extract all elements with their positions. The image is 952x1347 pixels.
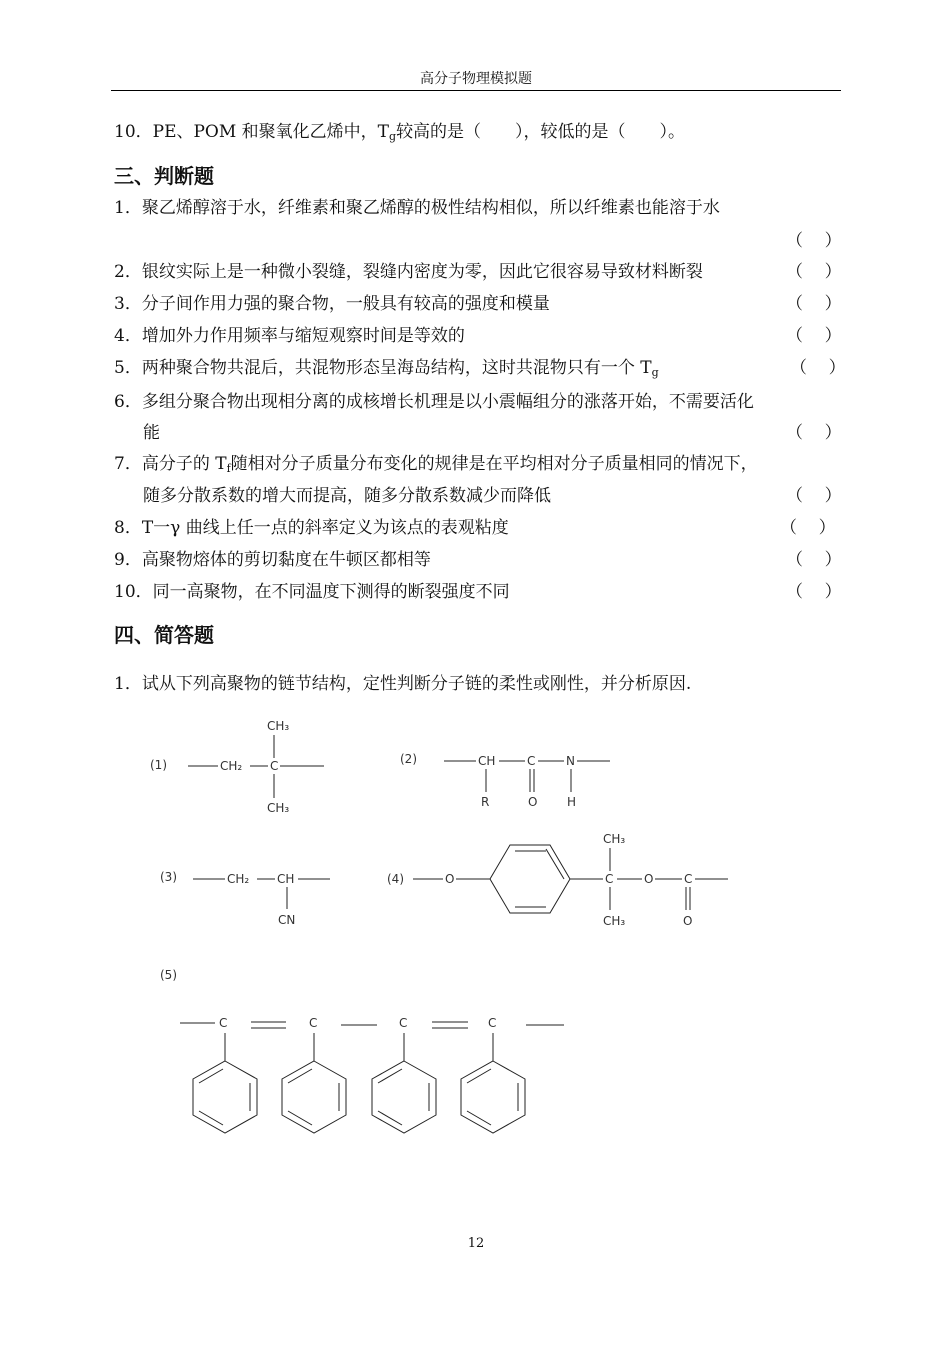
structure-2-ch: CH [478,754,496,768]
structure-3-cn: CN [278,913,296,927]
tf-item-10: 10．同一高聚物，在不同温度下测得的断裂强度不同 [114,582,510,602]
structure-4-c2: C [684,872,693,886]
structure-2-n: N [566,754,575,768]
tf-paren-10[interactable]: （ ） [786,582,842,602]
page-number: 12 [467,1236,485,1251]
structure-4-o2: O [644,872,654,886]
structure-1-label: (1) [150,758,167,772]
structure-4-ch3-top: CH₃ [603,832,626,846]
structure-5-c1: C [219,1016,228,1030]
structure-5-c4: C [488,1016,497,1030]
tf-item-7-text-after: 随相对分子质量分布变化的规律是在平均相对分子质量相同的情况下， [230,454,758,474]
structure-5-ring-1 [193,1033,257,1133]
fill-q10-sub: g [389,130,397,143]
structure-5-ring-2 [282,1033,346,1133]
structure-1-ch2: CH₂ [220,759,243,773]
structure-4-c: C [605,872,614,886]
section4-title: 四、简答题 [114,623,214,647]
tf-paren-8[interactable]: （ ） [780,518,836,538]
structure-1-c: C [270,759,279,773]
structure-5 [160,968,564,1133]
tf-paren-5[interactable]: （ ） [790,358,846,378]
structure-2-label: (2) [400,752,417,766]
tf-item-7-line2: 随多分散系数的增大而提高，随多分散系数减少而降低 [143,486,551,506]
section3-title: 三、判断题 [114,164,214,188]
structure-5-c2: C [309,1016,318,1030]
structure-3-ch: CH [277,872,295,886]
tf-item-6: 6．多组分聚合物出现相分离的成核增长机理是以小震幅组分的涨落开始，不需要活化 [114,392,754,412]
tf-item-7-sub: f [226,462,231,475]
structure-4-o3: O [683,914,693,928]
structure-5-label: (5) [160,968,177,982]
tf-paren-7[interactable]: （ ） [786,486,842,506]
structure-5-ring-3 [372,1033,436,1133]
structure-2 [400,752,610,809]
page-header: 高分子物理模拟题 [420,71,532,87]
tf-item-3: 3．分子间作用力强的聚合物，一般具有较高的强度和模量 [114,294,550,314]
tf-item-1: 1．聚乙烯醇溶于水，纤维素和聚乙烯醇的极性结构相似，所以纤维素也能溶于水 [114,198,720,218]
fill-q10-text-after: 较高的是（ ），较低的是（ ）。 [396,122,686,142]
tf-paren-6[interactable]: （ ） [786,423,842,443]
structure-1-ch3-top: CH₃ [267,719,290,733]
tf-paren-4[interactable]: （ ） [786,326,842,346]
tf-item-8: 8．T一γ 曲线上任一点的斜率定义为该点的表观粘度 [114,518,509,538]
short-answer-q1: 1．试从下列高聚物的链节结构，定性判断分子链的柔性或刚性，并分析原因. [114,674,692,694]
structure-2-h: H [567,795,577,809]
tf-paren-1[interactable]: （ ） [786,231,842,251]
structure-4 [387,832,728,928]
structure-2-r: R [481,795,490,809]
tf-item-2: 2．银纹实际上是一种微小裂缝，裂缝内密度为零，因此它很容易导致材料断裂 [114,262,703,282]
structure-2-c: C [527,754,536,768]
structure-5-ring-4 [461,1033,525,1133]
structure-4-o1: O [445,872,455,886]
fill-q10-text-before: 10．PE、POM 和聚氧化乙烯中，T [114,122,390,142]
tf-item-5-text: 5．两种聚合物共混后，共混物形态呈海岛结构，这时共混物只有一个 T [114,358,652,378]
tf-paren-9[interactable]: （ ） [786,550,842,570]
structure-3-label: (3) [160,870,177,884]
tf-item-5-sub: g [651,366,659,379]
structure-3-ch2: CH₂ [227,872,250,886]
structure-1 [150,719,324,815]
structure-5-c3: C [399,1016,408,1030]
structure-4-label: (4) [387,872,404,886]
structure-3 [160,870,330,927]
tf-paren-3[interactable]: （ ） [786,294,842,314]
tf-item-4: 4．增加外力作用频率与缩短观察时间是等效的 [114,326,465,346]
tf-item-9: 9．高聚物熔体的剪切黏度在牛顿区都相等 [114,550,431,570]
structure-1-ch3-bottom: CH₃ [267,801,290,815]
structure-4-ch3-bottom: CH₃ [603,914,626,928]
structure-2-o: O [528,795,538,809]
tf-paren-2[interactable]: （ ） [786,262,842,282]
tf-item-6-line2: 能 [143,423,160,443]
tf-item-7-text: 7．高分子的 T [114,454,227,474]
